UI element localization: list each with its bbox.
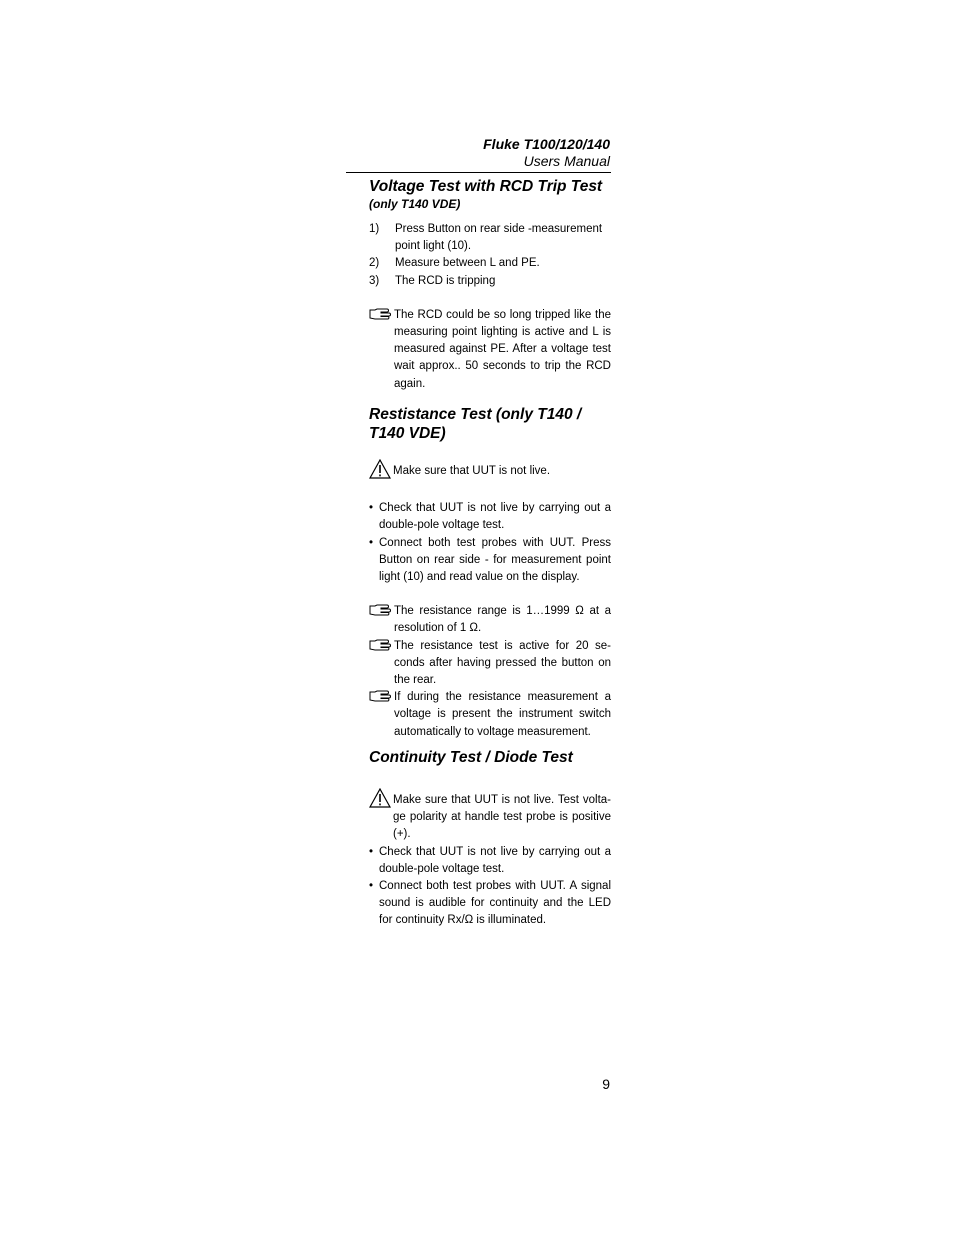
list-item: 3) The RCD is tripping <box>369 274 496 287</box>
list-item: • Check that UUT is not live by carrying out a double-pole voltage test. <box>369 502 611 532</box>
warning: Make sure that UUT is not live. <box>369 459 611 485</box>
section-subtitle: (only T140 VDE) <box>369 197 461 211</box>
header-divider <box>346 172 611 173</box>
list-item: • Connect both test probes with UUT. Press Button on rear side - for measurement point light (10) and read value on the display. <box>369 536 611 584</box>
warning-triangle-icon <box>369 459 393 485</box>
bullet-list <box>369 844 611 930</box>
section-title: Voltage Test with RCD Trip Test <box>369 178 603 195</box>
section-resistance <box>369 405 611 741</box>
pointing-hand-icon <box>369 689 394 741</box>
pointing-hand-icon <box>369 307 394 393</box>
note: The RCD could be so long tripped like the measuring point lighting is active and L is measured against PE. After a voltage test wait approx.. 50 seconds to trip the RCD again. <box>369 307 611 393</box>
section-voltage-rcd <box>369 177 611 393</box>
page-number: 9 <box>602 1076 610 1092</box>
note: If during the resistance measurement a voltage is present the instrument switch automatically to voltage measurement. <box>369 689 611 741</box>
pointing-hand-icon <box>369 638 394 690</box>
manual-subtitle: Users Manual <box>523 153 610 169</box>
warning: Make sure that UUT is not live. Test volta-ge polarity at handle test probe is positive (+). <box>369 788 611 844</box>
list-item: • Connect both test probes with UUT. A signal sound is audible for continuity and the LED for continuity Rx/Ω is illuminated. <box>369 880 611 927</box>
warning-triangle-icon <box>369 788 393 844</box>
section-title: Continuity Test / Diode Test <box>369 749 573 766</box>
note: The resistance test is active for 20 se-conds after having pressed the button on the rear. <box>369 638 611 690</box>
note-list <box>369 603 611 741</box>
section-continuity <box>369 748 611 930</box>
section-title: Restistance Test (only T140 / T140 VDE) <box>369 406 582 442</box>
manual-title: Fluke T100/120/140 <box>483 136 610 152</box>
step-list <box>369 221 611 290</box>
note: The resistance range is 1…1999 Ω at a resolution of 1 Ω. <box>369 603 611 637</box>
list-item: • Check that UUT is not live by carrying out a double-pole voltage test. <box>369 845 611 875</box>
list-item: 2) Measure between L and PE. <box>369 257 540 270</box>
pointing-hand-icon <box>369 603 394 637</box>
list-item: 1) Press Button on rear side -measurement point light (10). <box>369 223 603 253</box>
bullet-list <box>369 500 611 586</box>
